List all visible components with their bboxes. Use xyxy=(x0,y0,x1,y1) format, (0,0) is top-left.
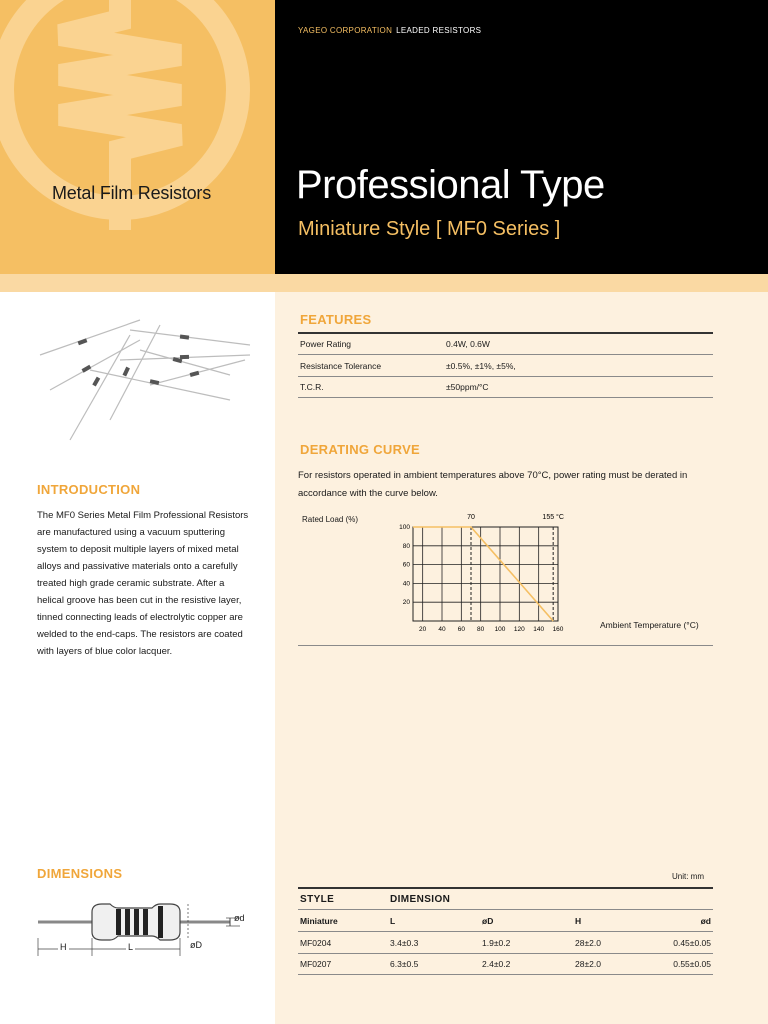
dim-label-l: L xyxy=(128,942,134,952)
page-title: Professional Type xyxy=(296,163,605,207)
header-left-panel xyxy=(0,0,275,274)
page-subtitle: Miniature Style [ MF0 Series ] xyxy=(298,218,561,240)
annotation-label: 70 xyxy=(467,514,475,521)
x-tick-label: 140 xyxy=(533,626,545,633)
x-tick-label: 80 xyxy=(477,626,485,633)
feature-label: Resistance Tolerance xyxy=(300,360,382,371)
cell: 0.45±0.05 xyxy=(673,937,711,948)
subheader-cell: øD xyxy=(482,915,494,926)
x-tick-label: 100 xyxy=(494,626,506,633)
x-tick-label: 60 xyxy=(457,626,465,633)
corp-name: YAGEO CORPORATION xyxy=(298,26,393,35)
table-subheader-row xyxy=(298,909,713,931)
subheader-cell: L xyxy=(390,915,396,926)
chart-frame xyxy=(413,527,558,621)
table-row xyxy=(298,376,713,398)
cell: 28±2.0 xyxy=(575,959,601,969)
x-tick-label: 40 xyxy=(438,626,446,633)
y-tick-label: 100 xyxy=(399,524,410,531)
header-strip xyxy=(0,274,768,292)
y-tick-label: 80 xyxy=(402,542,410,550)
cell: MF0204 xyxy=(300,937,332,948)
resistor-photo xyxy=(30,300,262,445)
y-tick-label: 60 xyxy=(402,561,410,569)
dim-label-sd: ød xyxy=(234,913,245,923)
subheader-cell: H xyxy=(575,915,582,926)
feature-label: Power Rating xyxy=(300,339,352,349)
header-dimension: DIMENSION xyxy=(390,893,451,905)
dim-label-h: H xyxy=(60,942,67,952)
cell: 3.4±0.3 xyxy=(390,937,419,948)
derating-heading: DERATING CURVE xyxy=(300,442,421,457)
subheader-cell: ød xyxy=(700,915,711,926)
annotation-label: 155 °C xyxy=(542,514,564,521)
chart-ylabel: Rated Load (%) xyxy=(302,515,359,524)
chart-divider xyxy=(298,645,713,646)
cell: 2.4±0.2 xyxy=(482,959,511,969)
table-row xyxy=(298,953,713,975)
subheader-cell: Miniature xyxy=(300,915,338,926)
cell: MF0207 xyxy=(300,959,332,969)
feature-value: 0.4W, 0.6W xyxy=(446,339,490,349)
resistor-logo-icon xyxy=(0,0,275,274)
feature-label: T.C.R. xyxy=(300,382,324,392)
y-tick-label: 40 xyxy=(402,580,410,588)
feature-value: ±50ppm/°C xyxy=(446,382,489,392)
table-row xyxy=(298,354,713,376)
table-row xyxy=(298,332,713,354)
dim-label-od: øD xyxy=(190,940,202,950)
feature-value: ±0.5%, ±1%, ±5%, xyxy=(446,360,516,371)
derating-text: For resistors operated in ambient temperatures above 70°C, power rating must be derated in accordance with the curve below. xyxy=(298,470,688,499)
x-tick-label: 20 xyxy=(419,626,427,633)
dimensions-table xyxy=(298,887,713,975)
features-table xyxy=(298,332,713,398)
chart-xlabel: Ambient Temperature (°C) xyxy=(600,620,699,630)
x-tick-label: 160 xyxy=(552,626,564,633)
series-title: Metal Film Resistors xyxy=(52,183,212,203)
cell: 6.3±0.5 xyxy=(390,959,419,969)
cell: 28±2.0 xyxy=(575,937,601,948)
category-name: LEADED RESISTORS xyxy=(396,26,482,35)
table-header-row xyxy=(298,887,713,909)
intro-heading: INTRODUCTION xyxy=(37,482,141,497)
cell: 0.55±0.05 xyxy=(673,959,711,969)
y-tick-label: 20 xyxy=(402,599,410,607)
intro-text: The MF0 Series Metal Film Professional Resistors are manufactured using a vacuum sputtering system to deposit multiple layers of mixed metal alloys and passivative materials onto a carefully treated high grade ceramic substrate. After a helical groove has been cut in the resistive layer, tinned connecting leads of electrolytic copper are welded to the end-caps. The resistors are coated with layers of blue color lacquer. xyxy=(37,510,249,657)
header-style: STYLE xyxy=(300,893,335,905)
x-tick-label: 120 xyxy=(513,626,525,633)
unit-label: Unit: mm xyxy=(672,872,704,881)
features-heading: FEATURES xyxy=(300,312,372,327)
dimensions-heading: DIMENSIONS xyxy=(37,866,123,881)
top-breadcrumb xyxy=(298,26,481,35)
derating-chart xyxy=(385,505,585,635)
derating-curve xyxy=(413,527,553,621)
table-row xyxy=(298,931,713,953)
cell: 1.9±0.2 xyxy=(482,937,511,948)
